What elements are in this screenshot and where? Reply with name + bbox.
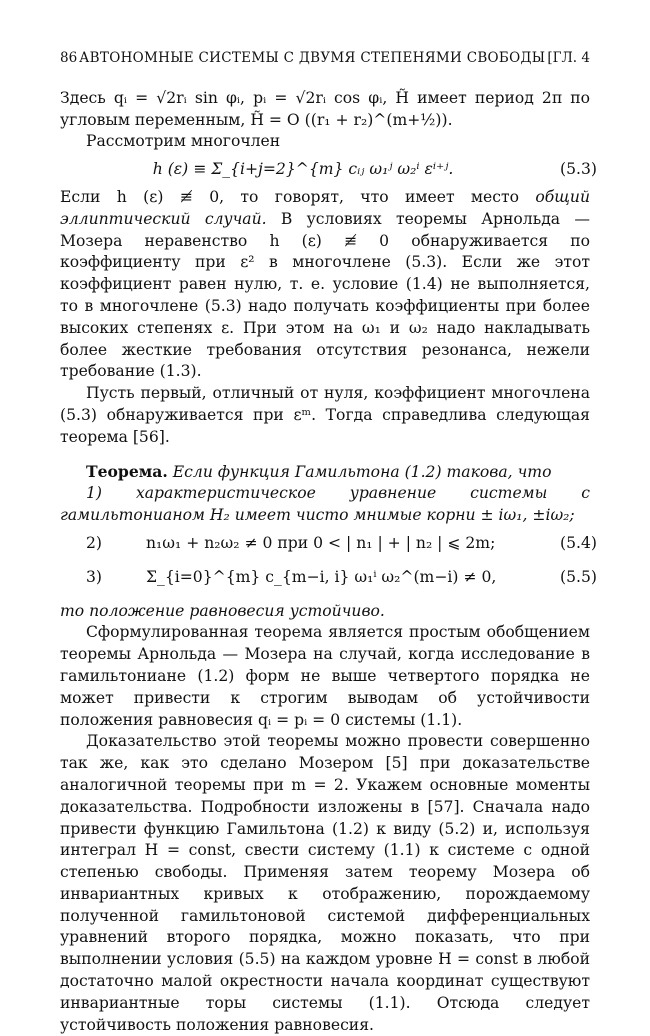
condition-number: 2) xyxy=(86,533,103,552)
equation-label: (5.5) xyxy=(560,567,597,586)
page-number: 86 xyxy=(60,50,78,66)
equation-5-3 xyxy=(60,159,597,181)
equation-label: (5.3) xyxy=(560,160,597,179)
equation-5-4 xyxy=(60,533,597,555)
chapter-title: АВТОНОМНЫЕ СИСТЕМЫ С ДВУМЯ СТЕПЕНЯМИ СВОБОДЫ xyxy=(79,50,546,66)
theorem-conclusion: то положение равновесия устойчиво. xyxy=(60,601,385,620)
text: Если h (ε) ≢ 0, то говорят, что имеет место xyxy=(60,187,536,206)
text: В условиях теоремы Арнольда — Мозера неравенство h (ε) ≢ 0 обнаруживается по коэффициенту при ε² в многочлене (5.3). Если же этот коэффициент равен нулю, т. е. условие (1.4) не выполняется, то в многочлене (5.3) надо получать коэффициенты при более высоких степенях ε. При этом на ω₁ и ω₂ надо накладывать более жесткие требования отсутствия резонанса, нежели требование (1.3). xyxy=(60,209,590,381)
paragraph: Доказательство этой теоремы можно провести совершенно так же, как это сделано Мозером [5] при доказательстве аналогичной теоремы при m = 2. Укажем основные моменты доказательства. Подробности изложены в [57]. Сначала надо привести функцию Гамильтона (1.2) к виду (5.2) и, используя интеграл H = const, свести систему (1.1) к системе с одной степенью свободы. Применяя затем теорему Мозера об инвариантных кривых к отображению, порождаемому полученной гамильтоновой системой дифференциальных уравнений второго порядка, можно показать, что при выполнении условия (5.5) на каждом уровне H = const в любой достаточно малой окрестности начала координат существуют инвариантные торы системы (1.1). Отсюда следует устойчивость положения равновесия. xyxy=(60,732,590,1034)
paragraph: Сформулированная теорема является простым обобщением теоремы Арнольда — Мозера на случай, когда исследование в гамильтониане (1.2) форм не выше четвертого порядка не может привести к строгим выводам об устойчивости положения равновесия qᵢ = pᵢ = 0 системы (1.1). xyxy=(60,623,590,729)
book-page xyxy=(60,48,597,1036)
emphasis: общий эллиптический случай. xyxy=(60,187,590,228)
condition-number: 3) xyxy=(86,567,103,586)
equation-formula: Σ_{i=0}^{m} c_{m−i, i} ω₁ⁱ ω₂^(m−i) ≠ 0, xyxy=(146,567,497,586)
equation-formula: h (ε) ≡ Σ_{i+j=2}^{m} cᵢⱼ ω₁ʲ ω₂ⁱ εⁱ⁺ʲ. xyxy=(152,160,454,179)
chapter-number: [ГЛ. 4 xyxy=(547,50,590,66)
paragraph: Здесь qᵢ = √2rᵢ sin φᵢ, pᵢ = √2rᵢ cos φᵢ, H̃ имеет период 2π по угловым переменным, H̃ = O ((r₁ + r₂)^(m+½)). xyxy=(60,88,590,129)
paragraph: Рассмотрим многочлен xyxy=(86,132,281,151)
paragraph xyxy=(60,187,590,383)
theorem-label: Теорема. xyxy=(86,461,168,481)
theorem-condition-1: 1) характеристическое уравнение системы с гамильтонианом H₂ имеет чисто мнимые корни ± iω₁, ±iω₂; xyxy=(60,484,590,525)
theorem xyxy=(60,461,590,484)
theorem-text: Если функция Гамильтона (1.2) такова, что xyxy=(167,462,552,481)
equation-5-5 xyxy=(60,567,597,589)
equation-formula: n₁ω₁ + n₂ω₂ ≠ 0 при 0 < | n₁ | + | n₂ | ⩽ 2m; xyxy=(146,533,496,552)
running-header xyxy=(60,48,590,70)
paragraph: Пусть первый, отличный от нуля, коэффициент многочлена (5.3) обнаруживается при εᵐ. Тогда справедлива следующая теорема [56]. xyxy=(60,384,590,446)
equation-label: (5.4) xyxy=(560,533,597,552)
